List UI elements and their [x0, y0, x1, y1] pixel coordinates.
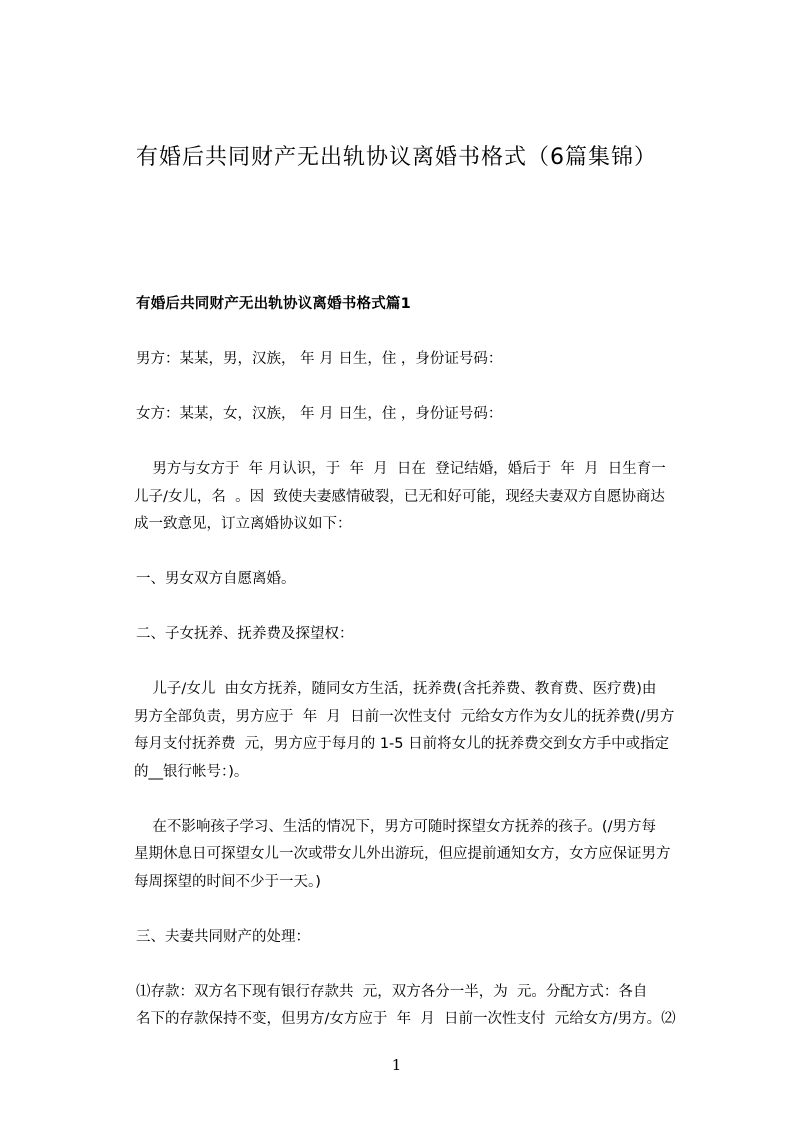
- deposit-paragraph: [136, 979, 702, 1034]
- clause-one: 一、男女双方自愿离婚。: [136, 571, 296, 587]
- deposit-line: 名下的存款保持不变，但男方/女方应于 年 月 日前一次性支付 元给女方/男方。⑵: [136, 1011, 676, 1027]
- deposit-line: ⑴存款：双方名下现有银行存款共 元，双方各分一半，为 元。分配方式：各自: [136, 983, 648, 1000]
- visitation-line: 星期休息日可探望女儿一次或带女儿外出游玩，但应提前通知女方，女方应保证男方: [134, 846, 671, 862]
- page-number: 1: [391, 1056, 402, 1074]
- custody-line: 的__银行帐号：)。: [134, 763, 249, 780]
- husband-info-line: 男方：某某，男，汉族， 年 月 日生，住 ，身份证号码：: [136, 351, 503, 367]
- intro-line: 儿子/女儿，名 。因 致使夫妻感情破裂，已无和好可能，现经夫妻双方自愿协商达: [134, 488, 665, 505]
- intro-line: 成一致意见，订立离婚协议如下：: [134, 516, 352, 532]
- document-body: [136, 291, 702, 1034]
- clause-three: 三、夫妻共同财产的处理：: [136, 928, 310, 945]
- visitation-paragraph: [134, 814, 702, 897]
- clause-two: 二、子女抚养、抚养费及探望权：: [136, 626, 354, 642]
- wife-info-line: 女方：某某，女，汉族， 年 月 日生，住 ，身份证号码：: [136, 406, 503, 422]
- visitation-line: 在不影响孩子学习、生活的情况下，男方可随时探望女方抚养的孩子。(/男方每: [134, 818, 656, 835]
- visitation-line: 每周探望的时间不少于一天。): [134, 873, 321, 890]
- custody-paragraph: [134, 676, 702, 786]
- document-title: 有婚后共同财产无出轨协议离婚书格式（6篇集锦）: [136, 145, 657, 170]
- custody-line: 男方全部负责，男方应于 年 月 日前一次性支付 元给女方作为女儿的抚养费(/男方: [134, 708, 675, 725]
- section-heading: 有婚后共同财产无出轨协议离婚书格式篇1: [136, 296, 411, 312]
- custody-line: 每月支付抚养费 元，男方应于每月的 1-5 日前将女儿的抚养费交到女方手中或指定: [134, 736, 670, 752]
- intro-line: 男方与女方于 年 月认识，于 年 月 日在 登记结婚，婚后于 年 月 日生育一: [134, 461, 666, 477]
- custody-line: 儿子/女儿 由女方抚养，随同女方生活，抚养费(含托养费、教育费、医疗费)由: [134, 681, 657, 697]
- intro-paragraph: [134, 456, 702, 539]
